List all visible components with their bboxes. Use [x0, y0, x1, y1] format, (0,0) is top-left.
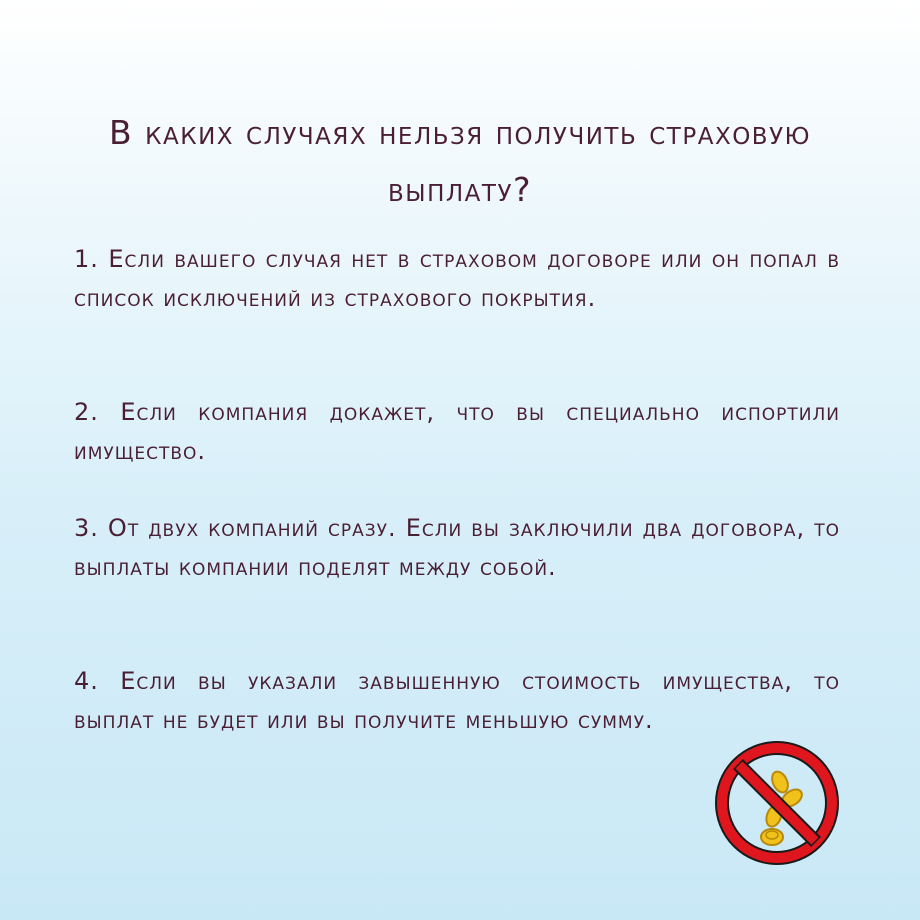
page-title: В каких случаях нельзя получить страховую выплату? [109, 113, 811, 209]
no-payment-icon [712, 738, 842, 868]
list-item-1: 1. Если вашего случая нет в страховом договоре или он попал в список исключений из страхового покрытия. [74, 245, 840, 312]
list-item-4: 4. Если вы указали завышенную стоимость имущества, то выплат не будет или вы получите меньшую сумму. [74, 667, 840, 734]
list-item-2: 2. Если компания докажет, что вы специально испортили имущество. [74, 398, 840, 465]
list-item-3: 3. От двух компаний сразу. Если вы заключили два договора, то выплаты компании поделят между собой. [74, 514, 840, 581]
